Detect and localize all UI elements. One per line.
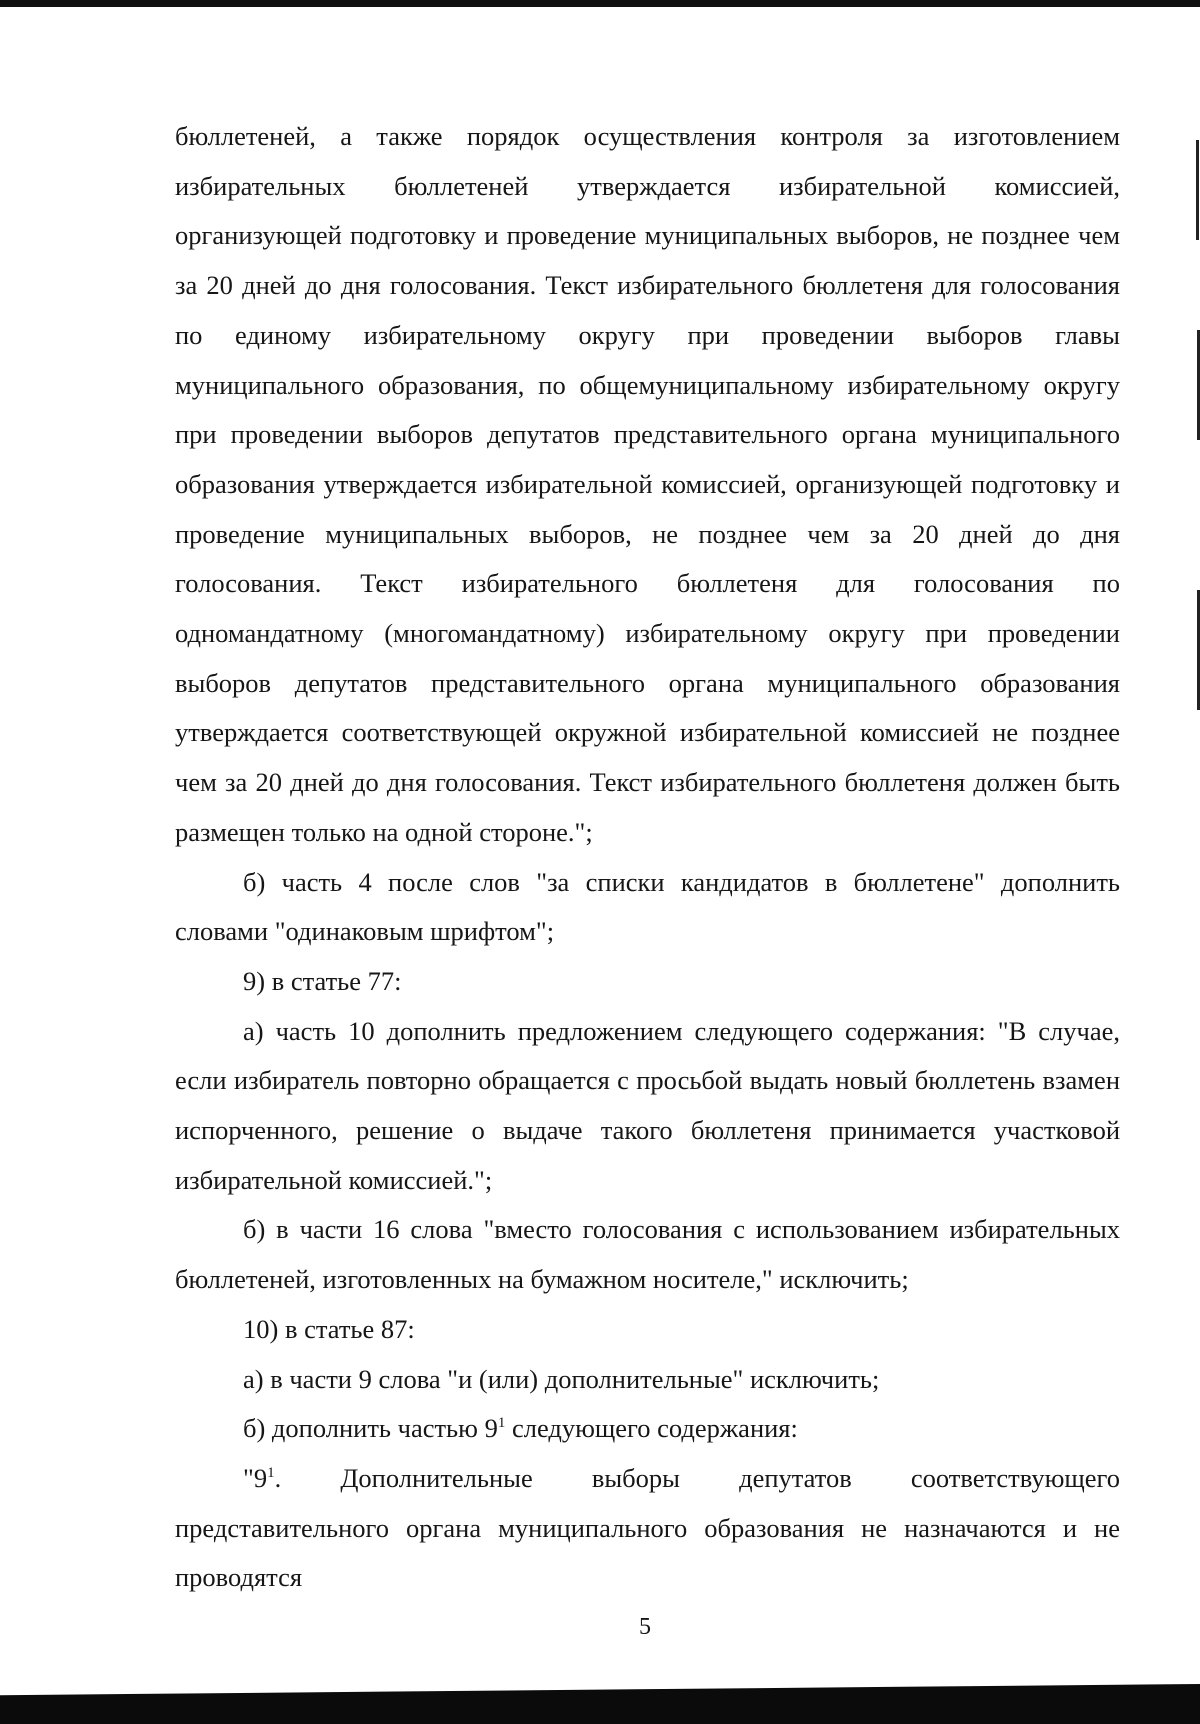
paragraph bbox=[175, 1404, 1120, 1454]
scan-top-border bbox=[0, 0, 1200, 7]
paragraph: бюллетеней, а также порядок осуществления контроля за изготовлением избирательных бюллетеней утверждается избирательной комиссией, организующей подготовку и проведение муниципальных выборов, не позднее чем за 20 дней до дня голосования. Текст избирательного бюллетеня для голосования по единому избирательному округу при проведении выборов главы муниципального образования, по общемуниципальному избирательному округу при проведении выборов депутатов представительного органа муниципального образования утверждается избирательной комиссией, организующей подготовку и проведение муниципальных выборов, не позднее чем за 20 дней до дня голосования. Текст избирательного бюллетеня для голосования по одномандатному (многомандатному) избирательному округу при проведении выборов депутатов представительного органа муниципального образования утверждается соответствующей окружной избирательной комиссией не позднее чем за 20 дней до дня голосования. Текст избирательного бюллетеня должен быть размещен только на одной стороне."; bbox=[175, 121, 1120, 847]
scan-bottom-border bbox=[0, 1684, 1200, 1724]
superscript: 1 bbox=[497, 1415, 506, 1432]
paragraph-text: "9 bbox=[243, 1462, 268, 1493]
paragraph-text: следующего содержания: bbox=[505, 1413, 798, 1444]
paragraph-text: б) дополнить частью 9 bbox=[243, 1413, 498, 1444]
paragraph: а) часть 10 дополнить предложением следующего содержания: "В случае, если избиратель повторно обращается с просьбой выдать новый бюллетень взамен испорченного, решение о выдаче такого бюллетеня принимается участковой избирательной комиссией."; bbox=[175, 1015, 1120, 1195]
page-number: 5 bbox=[639, 1614, 651, 1640]
paragraph: б) часть 4 после слов "за списки кандидатов в бюллетене" дополнить словами "одинаковым шрифтом"; bbox=[175, 866, 1120, 947]
paragraph: 10) в статье 87: bbox=[243, 1313, 415, 1344]
paragraph: б) в части 16 слова "вместо голосования с использованием избирательных бюллетеней, изготовленных на бумажном носителе," исключить; bbox=[175, 1214, 1120, 1295]
document-body bbox=[175, 112, 1120, 1603]
paragraph: а) в части 9 слова "и (или) дополнительные" исключить; bbox=[243, 1363, 880, 1394]
paragraph-text: . Дополнительные выборы депутатов соответствующего представительного органа муниципального образования не назначаются и не проводятся bbox=[175, 1462, 1120, 1593]
superscript: 1 bbox=[267, 1464, 275, 1481]
scan-edge-mark bbox=[1196, 140, 1199, 240]
paragraph: 9) в статье 77: bbox=[243, 965, 402, 996]
paragraph bbox=[175, 1454, 1120, 1603]
